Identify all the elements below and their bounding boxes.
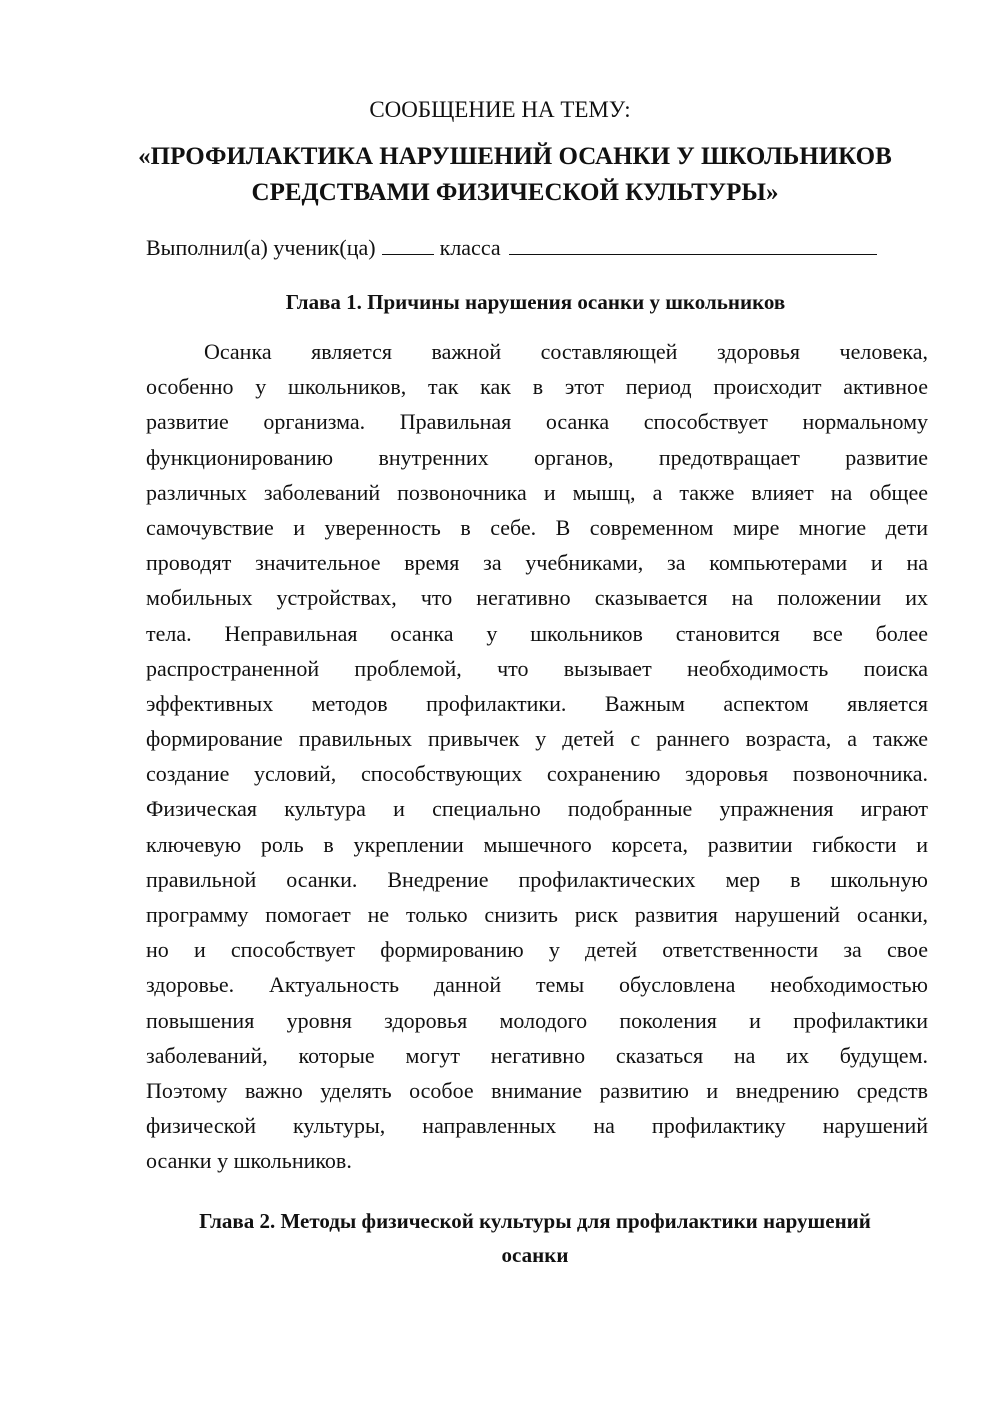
document-title-line-2: СРЕДСТВАМИ ФИЗИЧЕСКОЙ КУЛЬТУРЫ» [251,179,779,206]
paragraph-line: тела. Неправильная осанка у школьников становится все более [146,620,928,646]
paragraph-line: эффективных методов профилактики. Важным аспектом является [146,690,928,716]
paragraph-line: развитие организма. Правильная осанка способствует нормальному [146,409,928,435]
chapter-2-heading [150,1204,920,1272]
paragraph-line: функционированию внутренних органов, предотвращает развитие [146,444,928,470]
paragraph-line: повышения уровня здоровья молодого поколения и профилактики [146,1007,928,1033]
paragraph-line: физической культуры, направленных на профилактику нарушений [146,1113,928,1139]
paragraph-line: создание условий, способствующих сохранению здоровья позвоночника. [146,761,928,787]
paragraph-line: Поэтому важно уделять особое внимание развитию и внедрению средств [146,1077,928,1103]
document-title-line-1: «ПРОФИЛАКТИКА НАРУШЕНИЙ ОСАНКИ У ШКОЛЬНИКОВ [138,143,892,170]
paragraph-line: самочувствие и уверенность в себе. В современном мире многие дети [146,514,928,540]
paragraph-line: Физическая культура и специально подобранные упражнения играют [146,796,928,822]
chapter-2-heading-line-1: Глава 2. Методы физической культуры для профилактики нарушений [199,1209,871,1233]
paragraph-line: распространенной проблемой, что вызывает необходимость поиска [146,655,928,681]
paragraph-line: заболеваний, которые могут негативно сказаться на их будущем. [146,1042,928,1068]
paragraph-line: Осанка является важной составляющей здоровья человека, [204,339,928,364]
paragraph-line: проводят значительное время за учебниками, за компьютерами и на [146,550,928,576]
paragraph-line: мобильных устройствах, что негативно сказывается на положении их [146,585,928,611]
chapter-1-heading: Глава 1. Причины нарушения осанки у школьников [285,290,786,314]
paragraph-line: здоровье. Актуальность данной темы обусловлена необходимостью [146,972,928,998]
paragraph-line: формирование правильных привычек у детей с раннего возраста, а также [146,726,928,752]
student-name-blank [509,232,877,255]
paragraph-line: правильной осанки. Внедрение профилактических мер в школьную [146,866,928,892]
paragraph-line: но и способствует формированию у детей ответственности за свое [146,937,928,963]
class-label: класса [439,235,501,260]
paragraph-line: особенно у школьников, так как в этот период происходит активное [146,374,928,400]
author-line [146,232,877,263]
document-title [120,139,910,211]
paragraph-line: ключевую роль в укреплении мышечного корсета, развитии гибкости и [146,831,928,857]
paragraph-line: различных заболеваний позвоночника и мышц, а также влияет на общее [146,479,928,505]
class-number-blank [382,232,434,255]
paragraph-line: осанки у школьников. [146,1148,352,1174]
chapter-1-paragraph [146,334,928,1179]
paragraph-line: программу помогает не только снизить риск развития нарушений осанки, [146,902,928,927]
document-subtitle: СООБЩЕНИЕ НА ТЕМУ: [369,97,631,122]
author-label: Выполнил(а) ученик(ца) [146,235,376,260]
chapter-2-heading-line-2: осанки [501,1243,569,1267]
